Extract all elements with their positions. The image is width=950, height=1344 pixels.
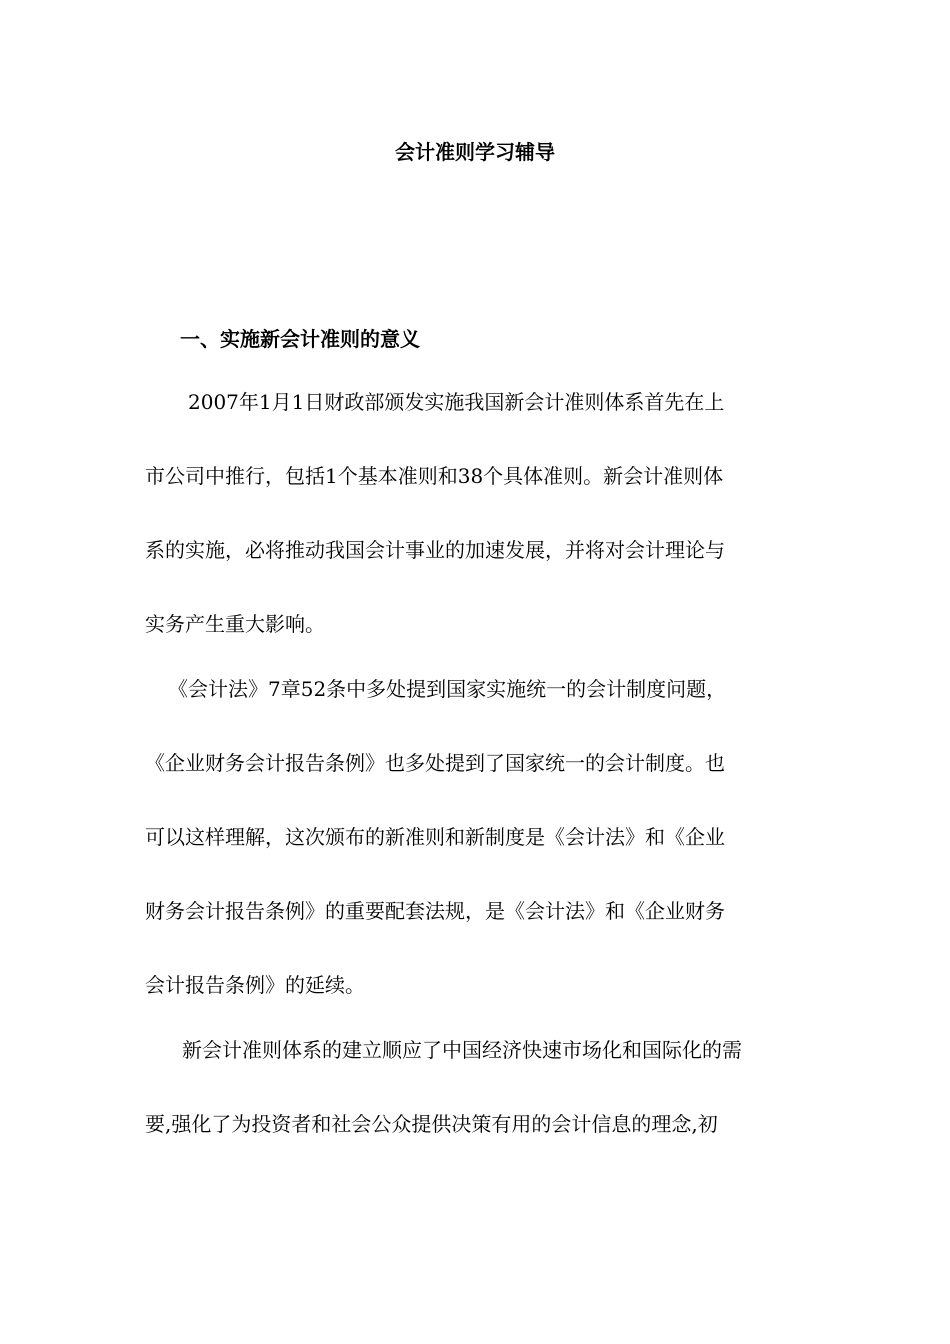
paragraph-2-line-1: 《会计法》7章52条中多处提到国家实施统一的会计制度问题，	[168, 677, 727, 701]
paragraph-2-line-5: 会计报告条例》的延续。	[145, 973, 365, 997]
paragraph-1-line-3: 系的实施，必将推动我国会计事业的加速发展，并将对会计理论与	[145, 538, 725, 562]
paragraph-3-line-1: 新会计准则体系的建立顺应了中国经济快速市场化和国际化的需	[182, 1038, 742, 1062]
paragraph-1-line-1: 2007年1月1日财政部颁发实施我国新会计准则体系首先在上	[188, 390, 725, 414]
paragraph-2-line-4: 财务会计报告条例》的重要配套法规，是《会计法》和《企业财务	[145, 899, 725, 923]
paragraph-1-line-2: 市公司中推行，包括1个基本准则和38个具体准则。新会计准则体	[145, 464, 724, 488]
document-title: 会计准则学习辅导	[395, 140, 555, 164]
section-heading: 一、实施新会计准则的意义	[180, 327, 420, 351]
paragraph-2-line-3: 可以这样理解，这次颁布的新准则和新制度是《会计法》和《企业	[145, 825, 725, 849]
paragraph-3-line-2: 要,强化了为投资者和社会公众提供决策有用的会计信息的理念,初	[145, 1112, 718, 1136]
paragraph-1-line-4: 实务产生重大影响。	[145, 612, 325, 636]
paragraph-2-line-2: 《企业财务会计报告条例》也多处提到了国家统一的会计制度。也	[145, 751, 725, 775]
